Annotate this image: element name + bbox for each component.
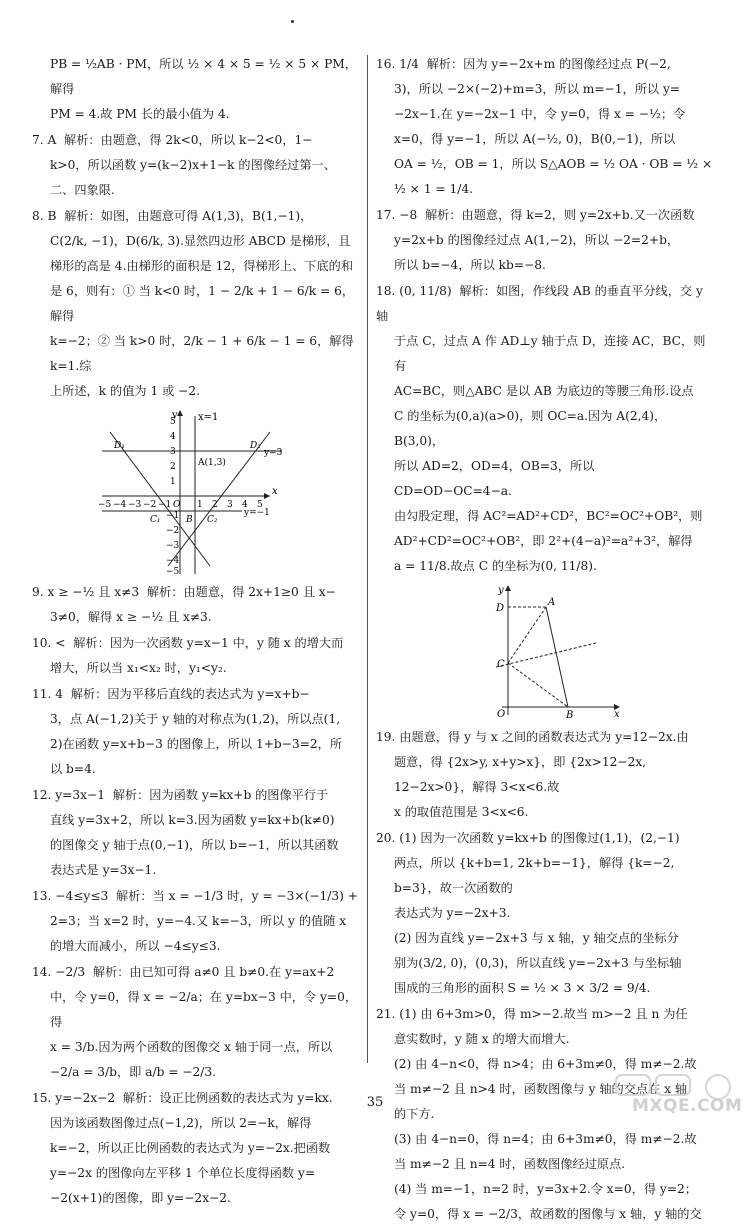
text-line: 中，令 y=0，得 x = −2/a；在 y=bx−3 中，令 y=0，得 [50, 990, 358, 1029]
page-number: 35 [366, 1095, 384, 1110]
text-line: PM = 4.故 PM 长的最小值为 4. [50, 107, 230, 121]
fig8-label: 3 [227, 500, 233, 510]
answer-8 [32, 204, 362, 404]
text-line: 令 y=0，得 x = −2/3，故函数的图像与 x 轴，y 轴的交 [394, 1207, 702, 1221]
text-line: (4) 当 m=−1，n=2 时，y=3x+2.令 x=0，得 y=2； [394, 1182, 697, 1196]
text-line: 19. 由题意，得 y 与 x 之间的函数表达式为 y=12−2x.由 [376, 730, 689, 744]
answer-12 [32, 783, 362, 883]
fig8-label: x=1 [198, 412, 219, 423]
text-line: y=−2x 的图像向左平移 1 个单位长度得函数 y= [50, 1166, 316, 1180]
text-line: 直线 y=3x+2，所以 k=3.因为函数 y=kx+b(k≠0) [50, 813, 335, 827]
fig8-label: −5 [98, 500, 112, 510]
text-line: 16. 1/4 解析：因为 y=−2x+m 的图像经过点 P(−2, [376, 57, 671, 71]
text-line: 8. B 解析：如图，由题意可得 A(1,3)，B(1,−1)， [32, 209, 313, 223]
text-line: k>0，所以函数 y=(k−2)x+1−k 的图像经过第一、 [50, 158, 336, 172]
text-line: AC=BC，则△ABC 是以 AB 为底边的等腰三角形.设点 [394, 384, 694, 398]
text-line: 15. y=−2x−2 解析：设正比例函数的表达式为 y=kx. [32, 1091, 333, 1105]
fig18-label: y [498, 585, 504, 596]
text-line: x=0，得 y=−1，所以 A(−½, 0)，B(0,−1)，所以 [394, 132, 676, 146]
text-line: OA = ½，OB = 1，所以 S△AOB = ½ OA · OB = ½ × [394, 157, 713, 171]
column-divider [367, 55, 368, 1063]
answer-11 [32, 682, 362, 782]
fig8-label: x [272, 486, 278, 497]
fig8-label: 2 [170, 462, 176, 472]
fig8-label: 4 [242, 500, 248, 510]
answer-7 [32, 128, 362, 203]
fig8-label: y [172, 410, 178, 421]
fig8-label: D₁ [114, 441, 125, 451]
fig8-label: 1 [197, 500, 203, 510]
answer-13 [32, 884, 362, 959]
answer-17 [376, 203, 714, 278]
text-line: C 的坐标为(0,a)(a>0)，则 OC=a.因为 A(2,4)，B(3,0)， [394, 409, 667, 448]
watermark-text: MXQE.COM [632, 1096, 743, 1116]
fig8-label: C₂ [207, 515, 218, 525]
fig8-label: −5 [166, 567, 180, 576]
fig18-label: B [566, 710, 574, 721]
fig8-label: −1 [166, 511, 180, 521]
text-line: 11. 4 解析：因为平移后直线的表达式为 y=x+b− [32, 687, 310, 701]
text-line: 由勾股定理，得 AC²=AD²+CD²，BC²=OC²+OB²，则 [394, 509, 703, 523]
text-line: 所以 b=−4，所以 kb=−8. [394, 258, 546, 272]
fig8-label: −4 [166, 556, 180, 566]
text-line: 的下方. [394, 1107, 435, 1121]
fig8-label: −2 [143, 500, 157, 510]
fig8-label: B [186, 515, 193, 525]
text-line: 3)，所以 −2×(−2)+m=3，所以 m=−1，所以 y= [394, 82, 681, 96]
fig8-label: −1 [158, 500, 172, 510]
decorative-dot [291, 20, 294, 23]
text-line: 是 6，则有：① 当 k<0 时，1 − 2/k + 1 − 6/k = 6，解得 [50, 284, 355, 323]
text-line: 的图像交 y 轴于点(0,−1)，所以 b=−1，所以其函数 [50, 838, 339, 852]
figure-8-graph [92, 408, 292, 576]
text-line: y=2x+b 的图像经过点 A(1,−2)，所以 −2=2+b， [394, 233, 680, 247]
text-line: 表达式为 y=−2x+3. [394, 906, 511, 920]
answer-9 [32, 580, 362, 630]
text-line: 两点，所以 {k+b=1, 2k+b=−1}，解得 {k=−2, b=3}，故一次函数的 [394, 856, 679, 895]
text-line: −2x−1.在 y=−2x−1 中，令 y=0，得 x = −½；令 [394, 107, 686, 121]
text-line: k=−2，所以正比例函数的表达式为 y=−2x.把函数 [50, 1141, 331, 1155]
fig8-label: −3 [166, 541, 180, 551]
fig8-label: D₂ [250, 441, 261, 451]
text-line: PB = ½AB · PM，所以 ½ × 4 × 5 = ½ × 5 × PM，解得 [50, 57, 357, 96]
fig8-label: 2 [212, 500, 218, 510]
fig8-label: 5 [257, 500, 263, 510]
fig8-label: 5 [170, 417, 176, 427]
text-line: 13. −4≤y≤3 解析：当 x = −1/3 时，y = −3×(−1/3) + [32, 889, 359, 903]
text-line: 的增大而减小，所以 −4≤y≤3. [50, 939, 221, 953]
text-line: 10. < 解析：因为一次函数 y=x−1 中，y 随 x 的增大而 [32, 636, 344, 650]
text-line: 于点 C，过点 A 作 AD⊥y 轴于点 D，连接 AC，BC，则有 [394, 334, 706, 373]
fig8-label: 1 [170, 477, 176, 487]
text-line: (2) 因为直线 y=−2x+3 与 x 轴，y 轴交点的坐标分 [394, 931, 679, 945]
text-line: 18. (0, 11/8) 解析：如图，作线段 AB 的垂直平分线，交 y 轴 [376, 284, 707, 323]
fig18-label: A [548, 597, 556, 608]
fig8-label: −2 [166, 526, 180, 536]
fig8-label: 3 [170, 447, 176, 457]
text-line: 别为(3/2, 0)，(0,3)，所以直线 y=−2x+3 与坐标轴 [394, 956, 682, 970]
text-line: 所以 AD=2，OD=4，OB=3，所以 CD=OD−OC=4−a. [394, 459, 599, 498]
text-line: 增大，所以当 x₁<x₂ 时，y₁<y₂. [50, 661, 227, 675]
answer-16 [376, 52, 714, 202]
right-column [376, 52, 714, 1228]
fig8-label: O [173, 500, 181, 510]
text-line: 21. (1) 由 6+3m>0，得 m>−2.故当 m>−2 且 n 为任 [376, 1007, 688, 1021]
fig18-label: C [497, 659, 505, 670]
text-line: 表达式是 y=3x−1. [50, 863, 157, 877]
text-line: x 的取值范围是 3<x<6. [394, 805, 529, 819]
text-line: 7. A 解析：由题意，得 2k<0，所以 k−2<0，1− [32, 133, 313, 147]
fig18-label: D [496, 603, 505, 614]
answer-14 [32, 960, 362, 1085]
text-line: k=−2；② 当 k>0 时，2/k − 1 + 6/k − 1 = 6，解得 k=1.综 [50, 334, 358, 373]
text-line: −2/a = 3/b，即 a/b = −2/3. [50, 1065, 217, 1079]
fig8-label: −3 [128, 500, 142, 510]
text-line: 17. −8 解析：由题意，得 k=2，则 y=2x+b.又一次函数 [376, 208, 695, 222]
text-line: 14. −2/3 解析：由已知可得 a≠0 且 b≠0.在 y=ax+2 [32, 965, 335, 979]
fig18-label: x [614, 709, 620, 720]
text-line: 围成的三角形的面积 S = ½ × 3 × 3/2 = 9/4. [394, 981, 651, 995]
answer-18 [376, 279, 714, 579]
answer-19 [376, 725, 714, 825]
text-line: 3≠0，解得 x ≥ −½ 且 x≠3. [50, 610, 212, 624]
text-line: a = 11/8.故点 C 的坐标为(0, 11/8). [394, 559, 597, 573]
figure-18-diagram [486, 583, 626, 721]
text-line: 以 b=4. [50, 762, 96, 776]
text-line: 3，点 A(−1,2)关于 y 轴的对称点为(1,2)，所以点(1, [50, 712, 341, 726]
text-line: 12. y=3x−1 解析：因为函数 y=kx+b 的图像平行于 [32, 788, 329, 802]
text-line: ½ × 1 = 1/4. [394, 182, 473, 196]
left-column [32, 52, 362, 1212]
text-line: (3) 由 4−n=0，得 n=4；由 6+3m≠0，得 m≠−2.故 [394, 1132, 697, 1146]
fig18-label: O [497, 709, 506, 720]
text-line: −2(x+1)的图像，即 y=−2x−2. [50, 1191, 231, 1205]
text-line: 当 m≠−2 且 n=4 时，函数图像经过原点. [394, 1157, 626, 1171]
text-line: 2)在函数 y=x+b−3 的图像上，所以 1+b−3=2，所 [50, 737, 343, 751]
fig8-label: y=3 [264, 448, 283, 458]
text-line: (2) 由 4−n<0，得 n>4；由 6+3m≠0，得 m≠−2.故 [394, 1057, 697, 1071]
text-line: 因为该函数图像过点(−1,2)，所以 2=−k，解得 [50, 1116, 312, 1130]
text-line: 9. x ≥ −½ 且 x≠3 解析：由题意，得 2x+1≥0 且 x− [32, 585, 336, 599]
text-line: 上所述，k 的值为 1 或 −2. [50, 384, 200, 398]
fig8-label: 4 [170, 432, 176, 442]
fig8-label: C₁ [150, 515, 161, 525]
text-line: 意实数时，y 随 x 的增大而增大. [394, 1032, 570, 1046]
fig8-label: y=−1 [244, 508, 270, 518]
text-line: 当 m≠−2 且 n>4 时，函数图像与 y 轴的交点在 x 轴 [394, 1082, 688, 1096]
answer-6-cont [32, 52, 362, 127]
text-line: 题意，得 {2x>y, x+y>x}，即 {2x>12−2x, 12−2x>0}，解得 3<x<6.故 [394, 755, 650, 794]
fig8-label: A(1,3) [198, 458, 226, 468]
fig8-label: −4 [113, 500, 127, 510]
text-line: x = 3/b.因为两个函数的图像交 x 轴于同一点，所以 [50, 1040, 333, 1054]
text-line: 二、四象限. [50, 183, 115, 197]
text-line: C(2/k, −1)，D(6/k, 3).显然四边形 ABCD 是梯形，且 [50, 234, 351, 248]
text-line: AD²+CD²=OC²+OB²，即 2²+(4−a)²=a²+3²，解得 [394, 534, 693, 548]
text-line: 20. (1) 因为一次函数 y=kx+b 的图像过(1,1)，(2,−1) [376, 831, 680, 845]
answer-20 [376, 826, 714, 1001]
text-line: 梯形的高是 4.由梯形的面积是 12，得梯形上、下底的和 [50, 259, 354, 273]
answer-10 [32, 631, 362, 681]
text-line: 2=3；当 x=2 时，y=−4.又 k=−3，所以 y 的值随 x [50, 914, 347, 928]
